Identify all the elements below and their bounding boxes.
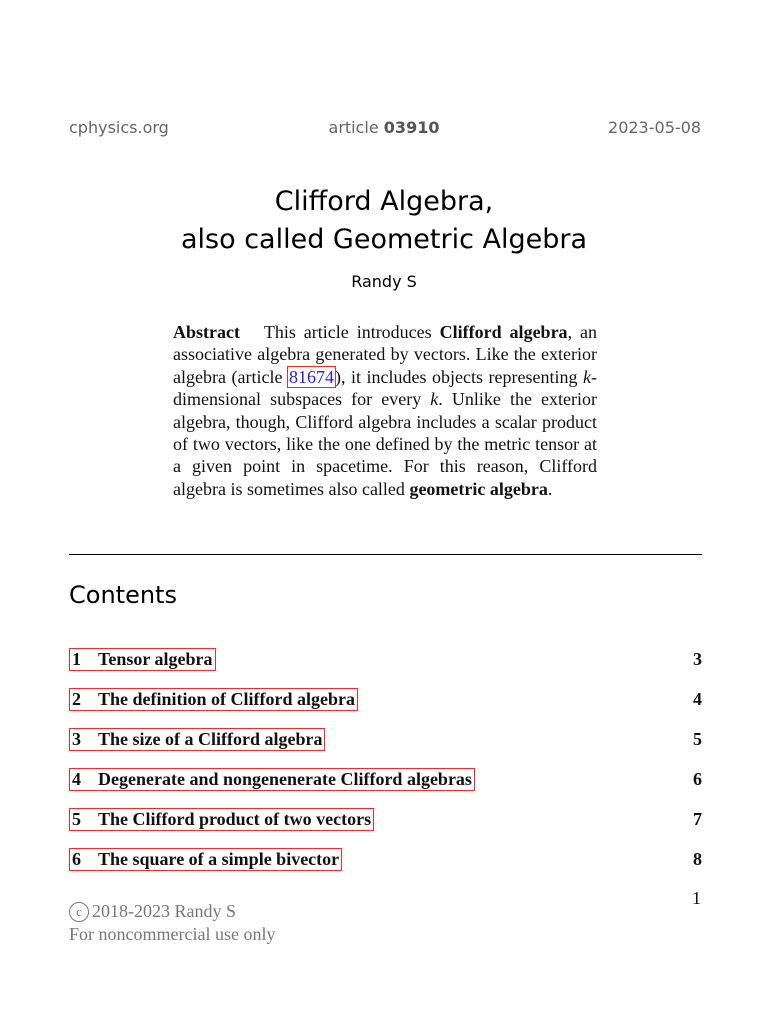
footer (69, 900, 275, 946)
abstract-heading: Abstract (173, 322, 240, 342)
title-line-2: also called Geometric Algebra (180, 224, 588, 255)
toc-page: 8 (693, 849, 702, 869)
toc-link[interactable] (69, 808, 374, 831)
toc-number: 2 (72, 689, 81, 709)
page-number: 1 (692, 888, 701, 908)
article-link[interactable]: 81674 (288, 366, 334, 387)
abstract-var-k: k (583, 366, 591, 387)
toc-link[interactable] (69, 848, 342, 871)
page-title (0, 183, 768, 259)
site-name: cphysics.org (69, 118, 169, 137)
toc-title: The Clifford product of two vectors (98, 809, 372, 829)
article-number: 03910 (383, 118, 440, 137)
horizontal-rule (69, 554, 702, 555)
toc-page: 5 (693, 729, 702, 749)
abstract-text-6: . (547, 478, 553, 499)
toc-page: 6 (693, 769, 702, 789)
toc-number: 3 (72, 729, 81, 749)
abstract-term-clifford: Clifford algebra (439, 322, 568, 342)
toc-page: 3 (693, 649, 702, 669)
toc-item[interactable] (69, 648, 702, 672)
toc-title: Tensor algebra (98, 649, 213, 669)
abstract-term-geometric: geometric algebra (409, 478, 548, 499)
toc-title: Degenerate and nongenenerate Clifford algebras (98, 769, 472, 789)
toc-link[interactable] (69, 648, 216, 671)
abstract-text-5: . Unlike the exterior algebra, though, Clifford algebra includes a scalar product of two vectors, like the one defined by the metric tensor at a given point in spacetime. For this reason, Clifford algebra is sometimes also called (173, 389, 597, 499)
toc-title: The definition of Clifford algebra (98, 689, 355, 709)
copyright-icon: c (69, 902, 89, 922)
abstract-text-2: , an associative algebra generated by vectors. Like the exterior algebra (article (173, 322, 597, 387)
toc-page: 7 (693, 809, 702, 829)
copyright-line (69, 900, 275, 923)
abstract-text-1: This article introduces (263, 322, 440, 342)
copyright-text: 2018-2023 Randy S (92, 901, 236, 921)
article-label: article (328, 118, 379, 137)
author: Randy S (351, 272, 417, 291)
abstract (173, 321, 597, 500)
usage-note: For noncommercial use only (69, 924, 276, 944)
contents-heading: Contents (69, 581, 177, 609)
toc-title: The size of a Clifford algebra (98, 729, 323, 749)
abstract-text-4: -dimensional subspaces for every (173, 366, 597, 410)
toc-title: The square of a simple bivector (98, 849, 340, 869)
toc-item[interactable] (69, 728, 702, 752)
article-date: 2023-05-08 (608, 118, 701, 137)
toc-link[interactable] (69, 688, 358, 711)
toc-number: 1 (72, 649, 81, 669)
toc-item[interactable] (69, 688, 702, 712)
toc-number: 6 (72, 849, 81, 869)
toc-item[interactable] (69, 848, 702, 872)
toc-page: 4 (693, 689, 702, 709)
toc-link[interactable] (69, 728, 325, 751)
title-line-1: Clifford Algebra, (274, 186, 494, 217)
toc-item[interactable] (69, 808, 702, 832)
toc-number: 5 (72, 809, 81, 829)
abstract-text-3: ), it includes objects representing (334, 366, 583, 387)
toc-number: 4 (72, 769, 81, 789)
toc-link[interactable] (69, 768, 475, 791)
abstract-var-k-2: k (430, 389, 439, 410)
toc-item[interactable] (69, 768, 702, 792)
